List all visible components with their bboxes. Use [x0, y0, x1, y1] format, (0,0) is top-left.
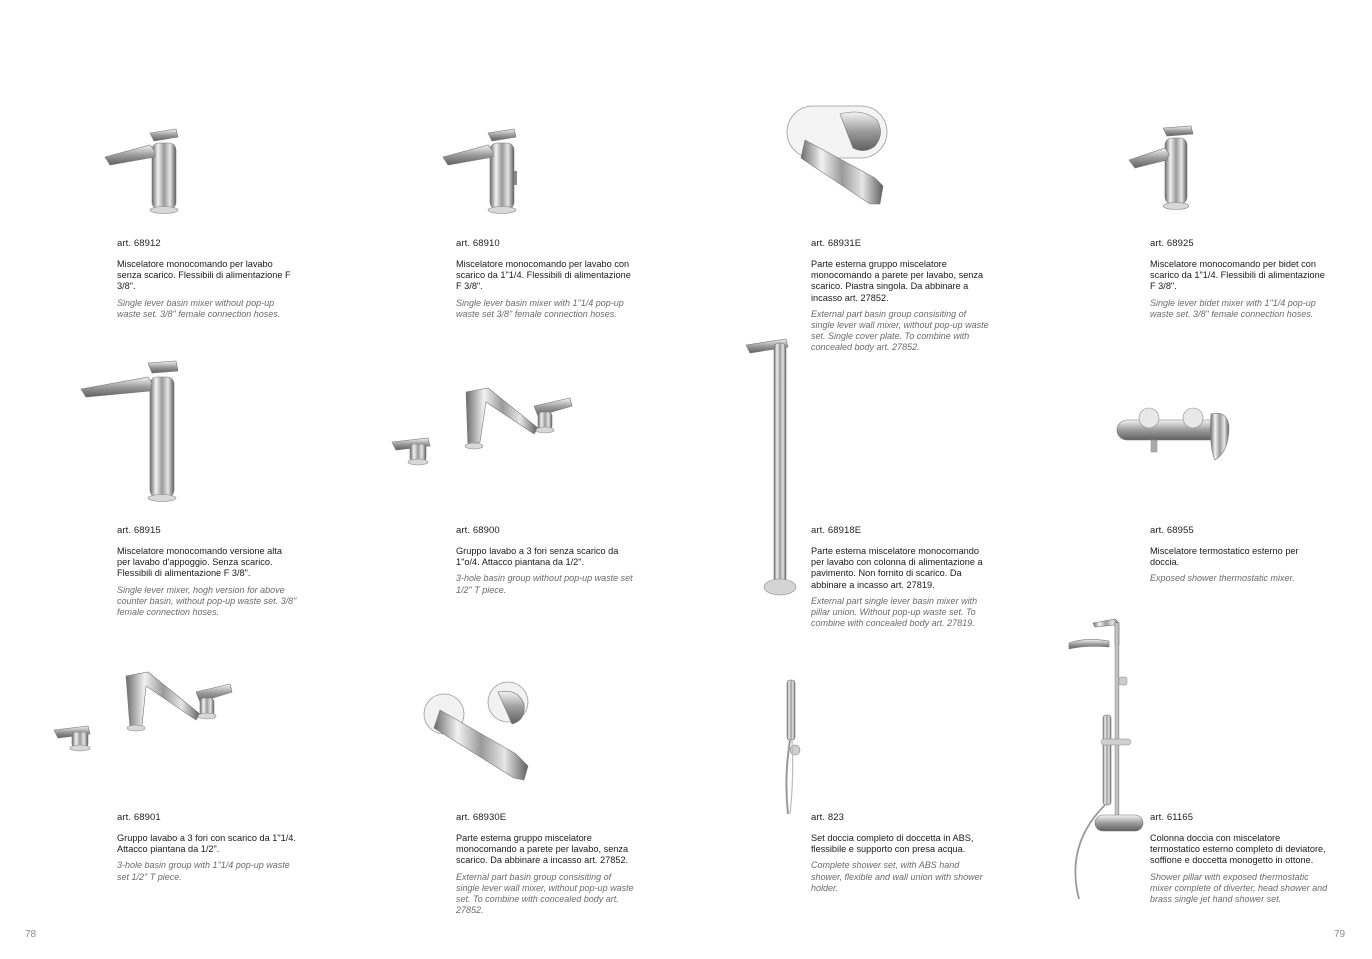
article-number: art. 68918E — [811, 525, 862, 536]
article-number: art. 68912 — [117, 238, 161, 249]
page-number-right: 79 — [1334, 929, 1346, 940]
description-english: 3-hole basin group without pop-up waste set 1/2" T piece. — [456, 573, 633, 595]
description-english: Shower pillar with exposed thermostatic mixer complete of diverter, head shower and brass single jet hand shower set. — [1150, 871, 1328, 905]
article-number: art. 68910 — [456, 238, 500, 249]
product-68901 — [117, 812, 297, 883]
wall-mixer-68931e-image — [785, 100, 890, 212]
article-number: art. 68931E — [811, 238, 862, 249]
basin-mixer-68910-image — [440, 125, 530, 217]
description-italian: Gruppo lavabo a 3 fori senza scarico da 1"o/4. Attacco piantana da 1/2". — [456, 546, 619, 568]
basin-mixer-68912-image — [100, 125, 190, 217]
thermostatic-shower-mixer-68955-image — [1115, 402, 1233, 464]
description-italian: Miscelatore termostatico esterno per doccia. — [1150, 546, 1299, 568]
description-italian: Gruppo lavabo a 3 fori con scarico da 1"1/4. Attacco piantana da 1/2". — [117, 833, 296, 855]
description-italian: Miscelatore monocomando per lavabo con scarico da 1"1/4. Flessibili di alimentazione F 3/8". — [456, 259, 631, 292]
description-italian: Miscelatore monocomando per lavabo senza scarico. Flessibili di alimentazione F 3/8". — [117, 259, 291, 292]
description-english: Exposed shower thermostatic mixer. — [1150, 573, 1295, 584]
description-english: Single lever bidet mixer with 1"1/4 pop-up waste set. 3/8" female connection hoses. — [1150, 297, 1316, 319]
article-number: art. 68901 — [117, 812, 161, 823]
product-68918e — [811, 525, 991, 629]
description-italian: Miscelatore monocomando versione alta per lavabo d'appoggio. Senza scarico. Flessibili di alimentazione F 3/8". — [117, 546, 282, 579]
description-italian: Colonna doccia con miscelatore termostatico esterno completo di deviatore, soffione e doccetta monogetto in ottone. — [1150, 833, 1326, 866]
article-number: art. 68955 — [1150, 525, 1194, 536]
product-68925 — [1150, 238, 1330, 320]
article-number: art. 823 — [811, 812, 845, 823]
description-english: External part basin group consisiting of single lever wall mixer, without pop-up waste set. To combine with concealed body art. 27852. — [456, 871, 634, 916]
bidet-mixer-68925-image — [1125, 122, 1205, 214]
description-english: Single lever mixer, hogh version for above counter basin, without pop-up waste set. 3/8" female connection hoses. — [117, 584, 297, 618]
product-68931e — [811, 238, 991, 354]
tall-basin-mixer-68915-image — [78, 355, 183, 505]
article-number: art. 68900 — [456, 525, 500, 536]
description-italian: Miscelatore monocomando per bidet con scarico da 1"1/4. Flessibili di alimentazione F 3/8". — [1150, 259, 1325, 292]
product-68900 — [456, 525, 636, 596]
description-italian: Parte esterna gruppo miscelatore monocomando a parete per lavabo, senza scarico. Piastra singola. Da abbinare a incasso art. 27852. — [811, 259, 984, 303]
shower-pillar-61165-image — [1065, 615, 1147, 905]
product-823 — [811, 812, 991, 894]
shower-set-823-image — [780, 678, 802, 816]
description-italian: Parte esterna gruppo miscelatore monocomando a parete per lavabo, senza scarico. Da abbinare a incasso art. 27852. — [456, 833, 629, 866]
description-english: External part basin group consisiting of single lever wall mixer, without pop-up waste set. Single cover plate. To combine with concealed body art. 27852. — [811, 308, 989, 353]
product-68910 — [456, 238, 636, 320]
description-italian: Set doccia completo di doccetta in ABS, flessibile e supporto con presa acqua. — [811, 833, 974, 855]
article-number: art. 68925 — [1150, 238, 1194, 249]
description-english: 3-hole basin group with 1"1/4 pop-up waste set 1/2" T piece. — [117, 860, 290, 882]
article-number: art. 68930E — [456, 812, 507, 823]
article-number: art. 61165 — [1150, 812, 1194, 823]
article-number: art. 68915 — [117, 525, 161, 536]
product-68915 — [117, 525, 297, 618]
description-english: Single lever basin mixer without pop-up waste set. 3/8" female connection hoses. — [117, 297, 281, 319]
three-hole-basin-group-68901-image — [50, 668, 235, 756]
description-italian: Parte esterna miscelatore monocomando per lavabo con colonna di alimentazione a pavimento. Non fornito di scarico. Da abbinare a incasso art. 27819. — [811, 546, 983, 590]
product-68912 — [117, 238, 297, 320]
product-68955 — [1150, 525, 1330, 585]
floor-pillar-mixer-68918e-image — [742, 335, 802, 600]
product-68930e — [456, 812, 636, 916]
description-english: Complete shower set, with ABS hand shower, flexible and wall union with shower holder. — [811, 860, 983, 893]
page-number-left: 78 — [25, 929, 37, 940]
product-61165 — [1150, 812, 1330, 905]
description-english: Single lever basin mixer with 1"1/4 pop-up waste set 3/8" female connection hoses. — [456, 297, 624, 319]
description-english: External part single lever basin mixer with pillar union. Without pop-up waste set. To combine with concealed body art. 27819. — [811, 595, 978, 629]
three-hole-basin-group-68900-image — [388, 382, 573, 470]
wall-mixer-68930e-image — [420, 680, 535, 785]
